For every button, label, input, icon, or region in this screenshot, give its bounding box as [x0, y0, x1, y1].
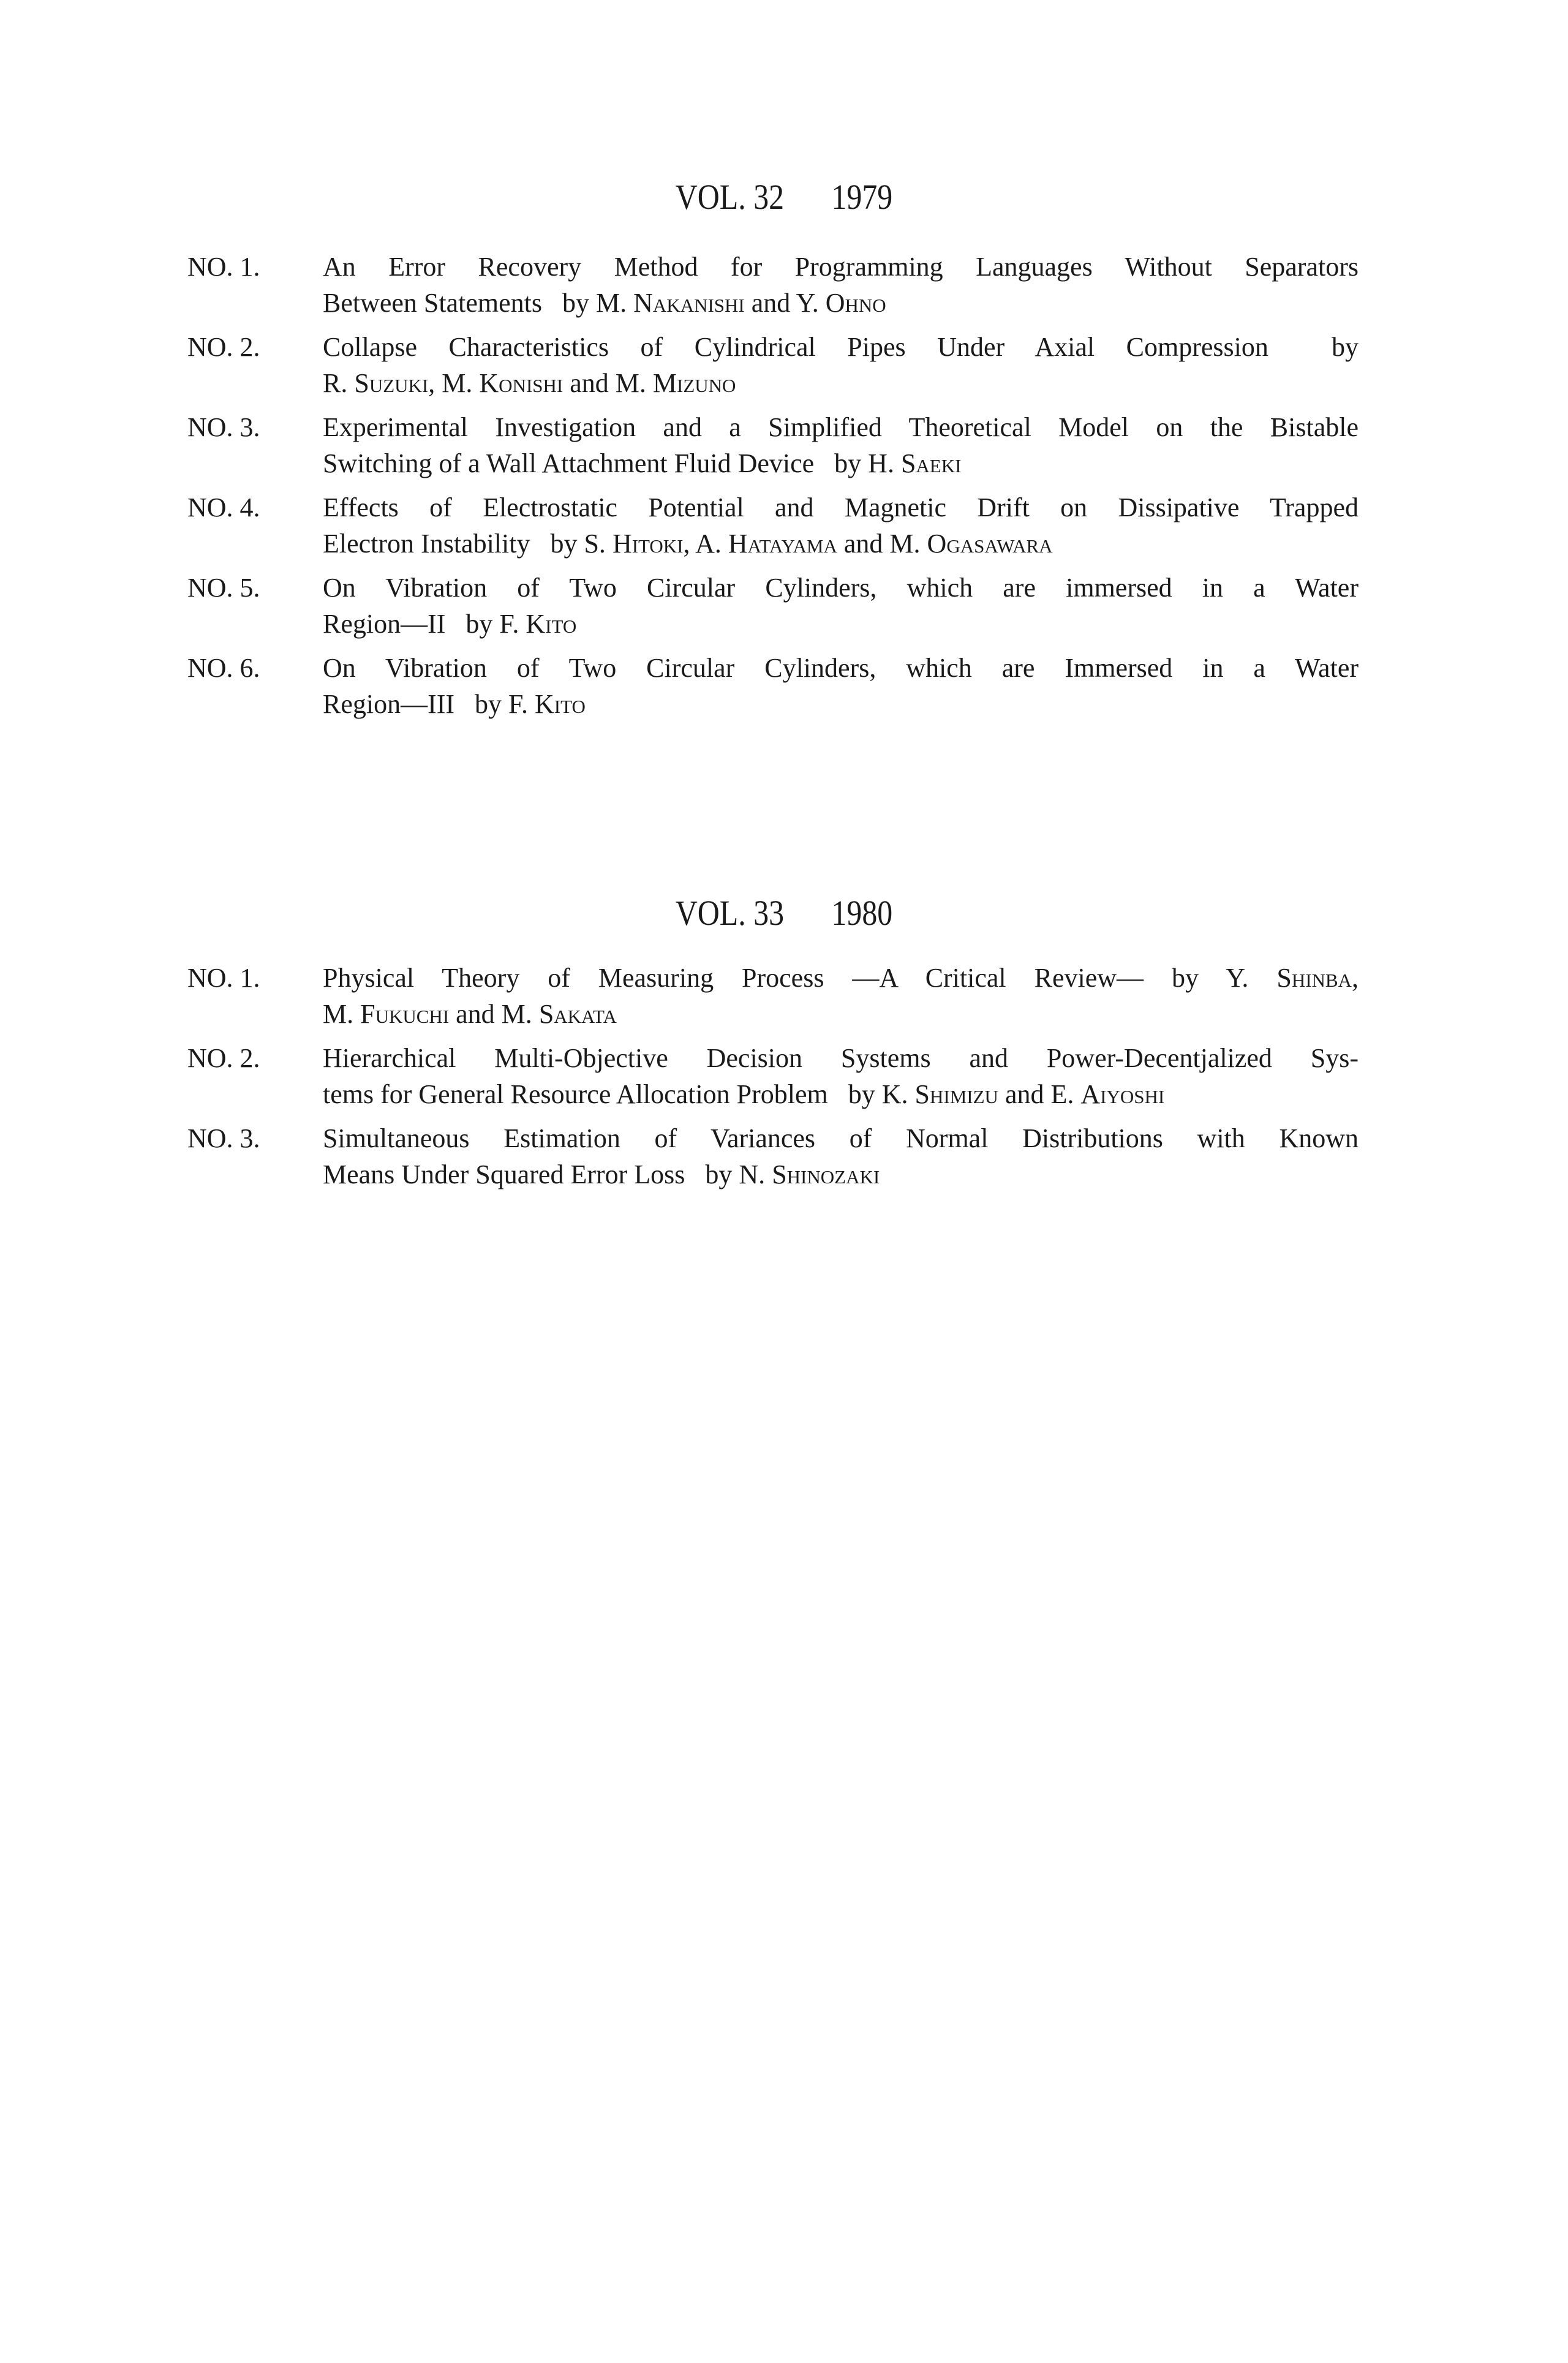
article-citation	[323, 650, 1359, 722]
citation-text: Collapse Characteristics of Cylindrical Pipes Under Axial Compression by	[323, 332, 1359, 362]
citation-text: Switching of a Wall Attachment Fluid Device by H.	[323, 448, 901, 478]
citation-line-second	[323, 996, 1359, 1032]
volume-heading	[110, 178, 1458, 217]
citation-line-second	[323, 445, 1359, 481]
citation-line-first	[323, 570, 1359, 606]
citation-text: , A.	[683, 529, 728, 559]
issue-number: NO. 1.	[187, 252, 260, 282]
citation-line-second	[323, 365, 1359, 401]
issue-number: NO. 5.	[187, 573, 260, 603]
citation-text: tems for General Resource Allocation Problem by K.	[323, 1079, 915, 1109]
citation-text: and M.	[563, 368, 653, 398]
citation-text: Effects of Electrostatic Potential and Magnetic Drift on Dissipative Trapped	[323, 492, 1359, 522]
issue-number: NO. 4.	[187, 492, 260, 522]
citation-line-second	[323, 686, 1359, 722]
author-surname: Hatayama	[728, 529, 837, 559]
citation-line-first	[323, 960, 1359, 996]
citation-line-second	[323, 285, 1359, 321]
article-citation	[323, 960, 1359, 1032]
citation-text: , M.	[428, 368, 480, 398]
citation-text: Between Statements by M.	[323, 288, 634, 318]
author-surname: Ohno	[825, 288, 886, 318]
author-surname: Aiyoshi	[1080, 1079, 1165, 1109]
issue-number: NO. 6.	[187, 653, 260, 683]
citation-text: Means Under Squared Error Loss by N.	[323, 1159, 772, 1189]
article-citation	[323, 1120, 1359, 1193]
citation-text: On Vibration of Two Circular Cylinders, which are Immersed in a Water	[323, 653, 1359, 683]
citation-text: M.	[323, 999, 361, 1029]
citation-text: Region—III by F.	[323, 689, 535, 719]
volume-year: 1979	[831, 177, 893, 217]
author-surname: Ogasawara	[927, 529, 1053, 559]
author-surname: Shinozaki	[772, 1159, 880, 1189]
citation-line-first	[323, 1120, 1359, 1156]
author-surname: Mizuno	[652, 368, 736, 398]
citation-text: Region—II by F.	[323, 609, 526, 639]
citation-text: and E.	[998, 1079, 1081, 1109]
article-citation	[323, 249, 1359, 321]
author-surname: Konishi	[479, 368, 564, 398]
citation-line-second	[323, 1076, 1359, 1112]
citation-text: Hierarchical Multi-Objective Decision Systems and Power-Decentjalized Sys-	[323, 1043, 1359, 1073]
citation-line-first	[323, 409, 1359, 445]
author-surname: Sakata	[538, 999, 617, 1029]
citation-line-second	[323, 606, 1359, 642]
citation-line-first	[323, 650, 1359, 686]
article-citation	[323, 570, 1359, 642]
author-surname: Kito	[535, 689, 586, 719]
volume-heading	[110, 894, 1458, 933]
citation-text: and M.	[449, 999, 539, 1029]
citation-line-first	[323, 329, 1359, 365]
issue-number: NO. 3.	[187, 1123, 260, 1153]
author-surname: Fukuchi	[360, 999, 450, 1029]
volume-year: 1980	[831, 893, 893, 933]
article-citation	[323, 1040, 1359, 1112]
volume-number: VOL. 32	[675, 177, 785, 217]
author-surname: Shinba,	[1276, 963, 1359, 993]
citation-line-first	[323, 489, 1359, 526]
volume-number: VOL. 33	[675, 893, 785, 933]
author-surname: Shimizu	[914, 1079, 998, 1109]
citation-line-first	[323, 249, 1359, 285]
issue-number: NO. 2.	[187, 332, 260, 362]
citation-line-second	[323, 1156, 1359, 1193]
author-surname: Suzuki	[354, 368, 429, 398]
citation-text: R.	[323, 368, 355, 398]
author-surname: Saeki	[900, 448, 962, 478]
issue-number: NO. 1.	[187, 963, 260, 993]
issue-number: NO. 3.	[187, 412, 260, 442]
citation-text: On Vibration of Two Circular Cylinders, which are immersed in a Water	[323, 573, 1359, 603]
citation-text: and M.	[837, 529, 927, 559]
author-surname: Kito	[526, 609, 577, 639]
citation-line-second	[323, 526, 1359, 562]
article-citation	[323, 489, 1359, 562]
citation-text: Experimental Investigation and a Simplified Theoretical Model on the Bistable	[323, 412, 1359, 442]
author-surname: Hitoki	[612, 529, 684, 559]
article-citation	[323, 329, 1359, 401]
article-citation	[323, 409, 1359, 481]
citation-text: and Y.	[744, 288, 826, 318]
issue-number: NO. 2.	[187, 1043, 260, 1073]
citation-text: An Error Recovery Method for Programming Languages Without Separators	[323, 252, 1359, 282]
author-surname: Nakanishi	[633, 288, 745, 318]
citation-line-first	[323, 1040, 1359, 1076]
citation-text: Simultaneous Estimation of Variances of Normal Distributions with Known	[323, 1123, 1359, 1153]
citation-text: Electron Instability by S.	[323, 529, 612, 559]
citation-text: Physical Theory of Measuring Process —A Critical Review— by Y.	[323, 963, 1277, 993]
